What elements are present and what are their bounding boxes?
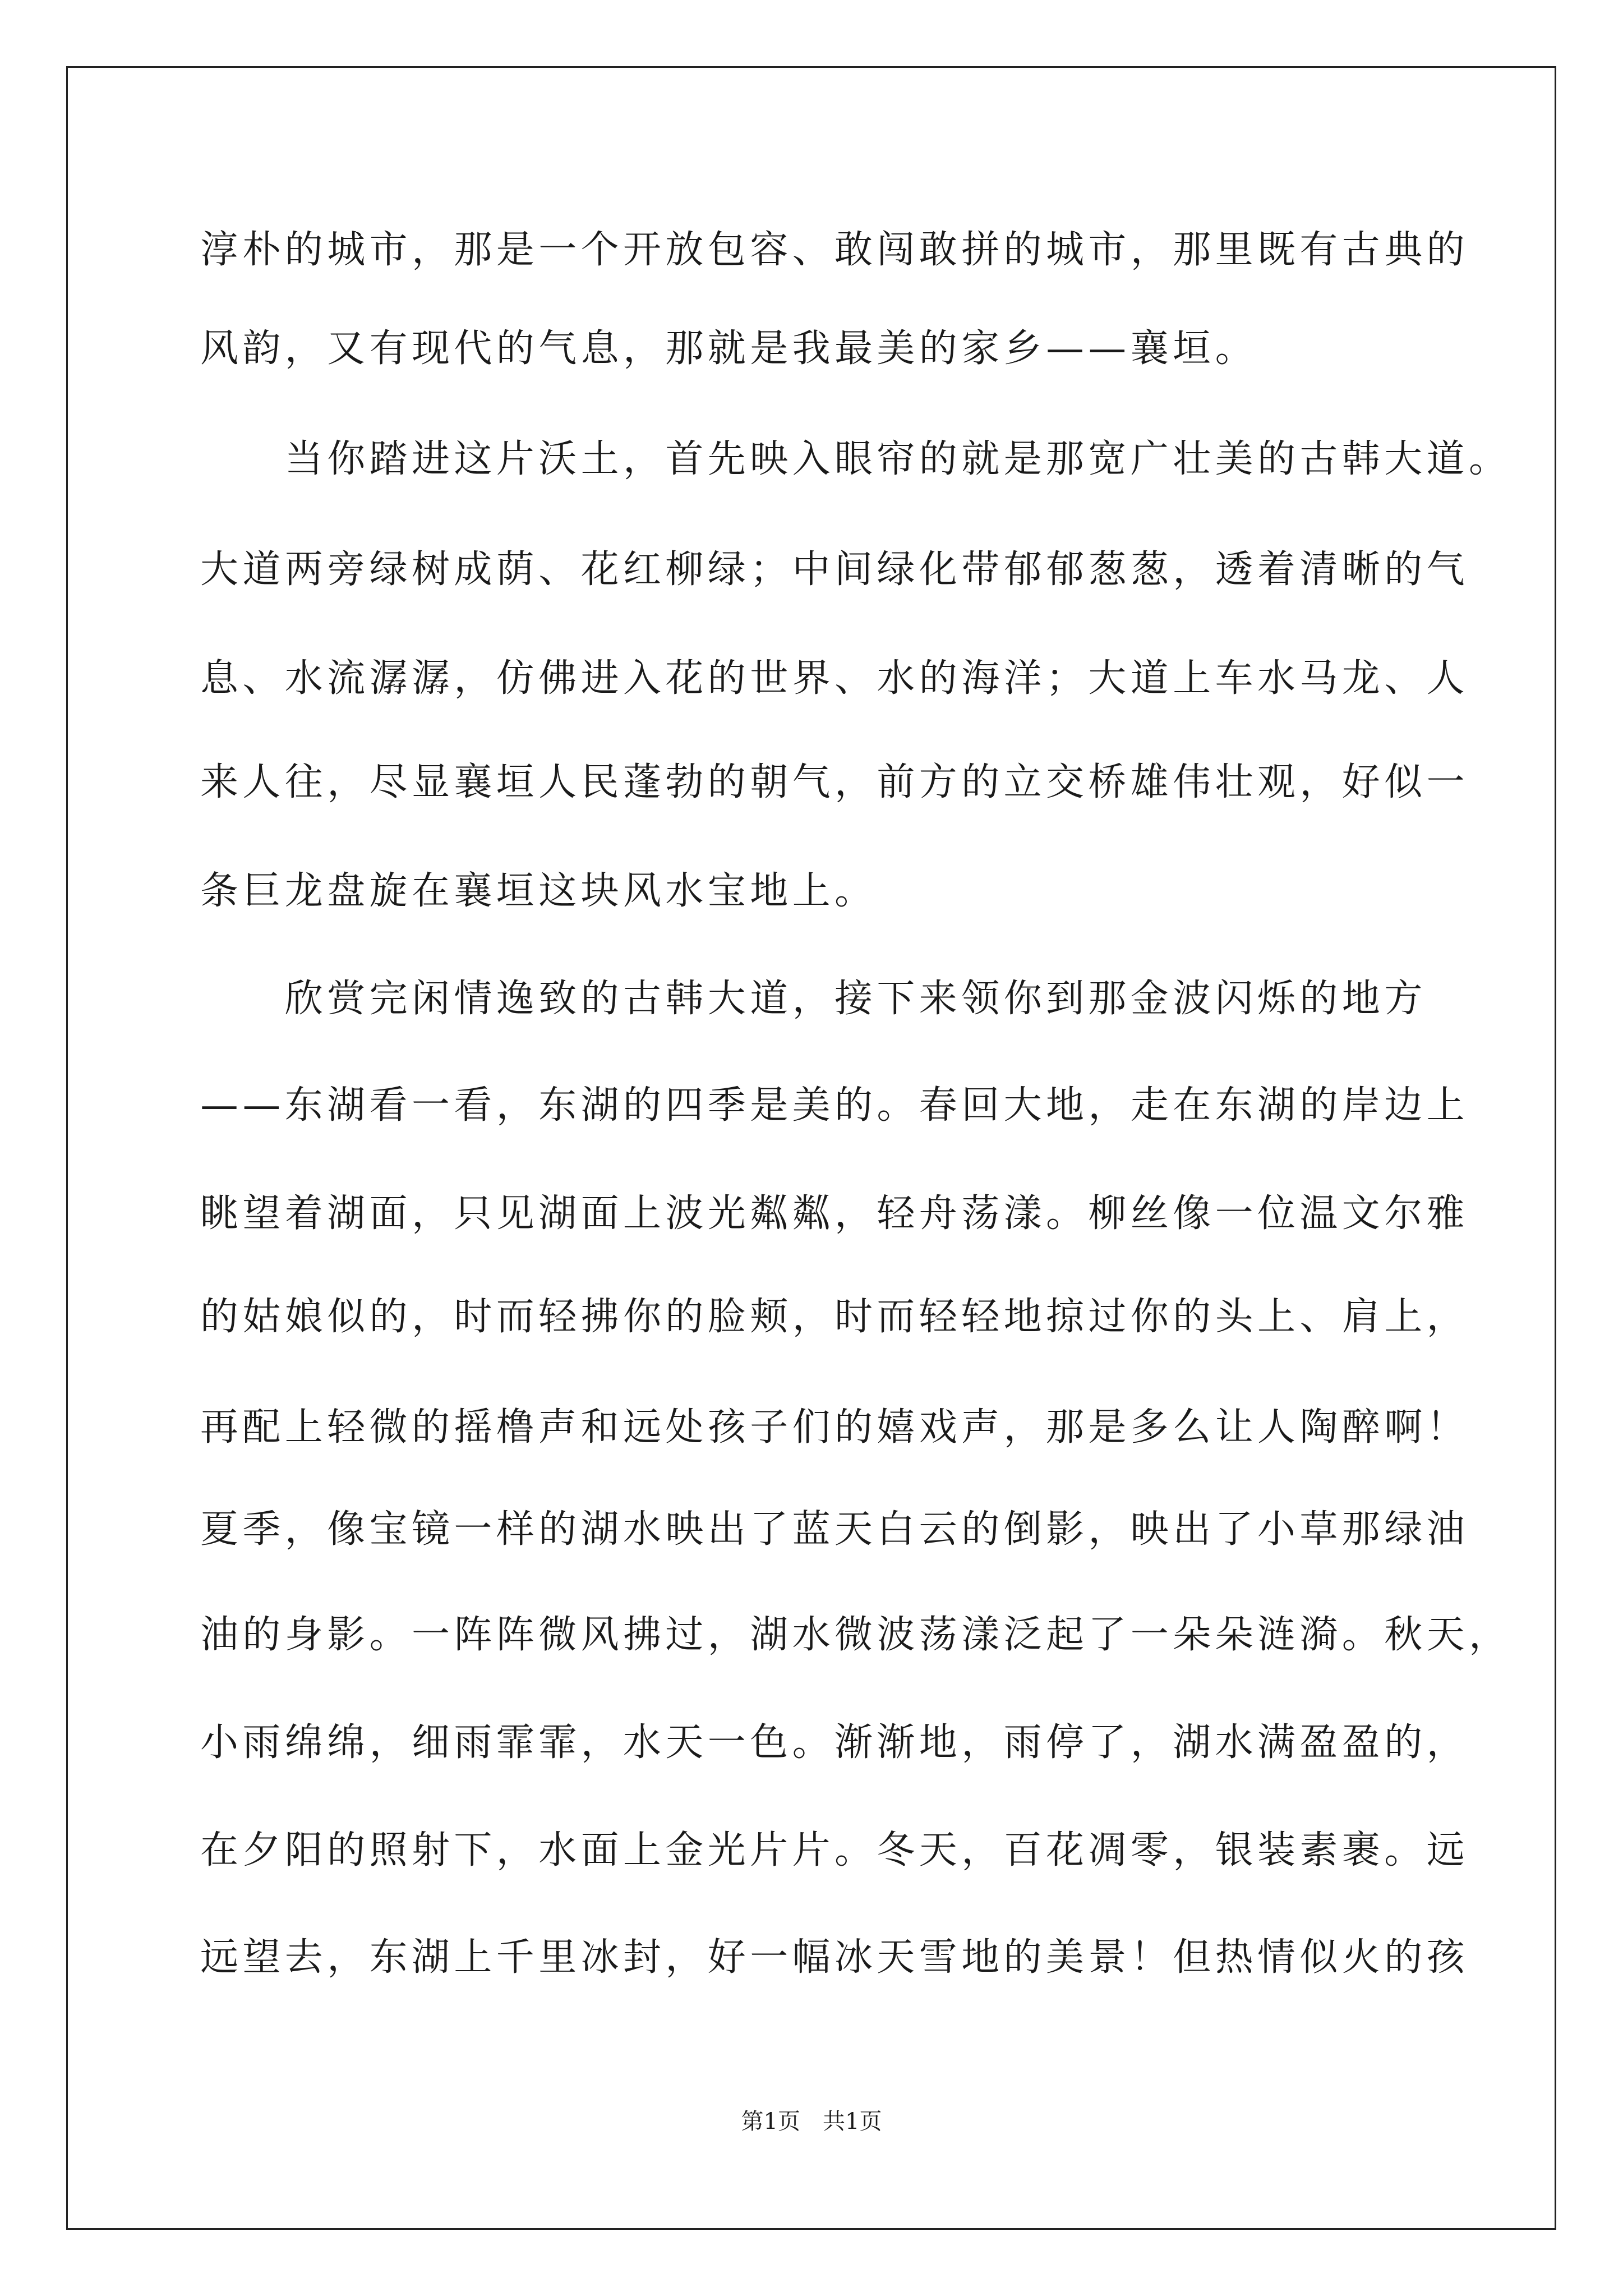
text-line: 息、水流潺潺，仿佛进入花的世界、水的海洋；大道上车水马龙、人 [200, 656, 1469, 701]
text-line: 来人往，尽显襄垣人民蓬勃的朝气，前方的立交桥雄伟壮观，好似一 [200, 760, 1469, 804]
page-number: 第1页 共1页 [741, 2109, 882, 2134]
text-line: 远望去，东湖上千里冰封，好一幅冰天雪地的美景！但热情似火的孩 [200, 1935, 1469, 1980]
text-line: 淳朴的城市，那是一个开放包容、敢闯敢拼的城市，那里既有古典的 [200, 228, 1469, 272]
text-line: 大道两旁绿树成荫、花红柳绿；中间绿化带郁郁葱葱，透着清晰的气 [200, 547, 1469, 592]
text-line: 风韵，又有现代的气息，那就是我最美的家乡——襄垣。 [200, 326, 1258, 371]
text-line: 再配上轻微的摇橹声和远处孩子们的嬉戏声，那是多么让人陶醉啊！ [200, 1405, 1469, 1450]
text-line: 小雨绵绵，细雨霏霏，水天一色。渐渐地，雨停了，湖水满盈盈的， [200, 1720, 1469, 1765]
text-line: 油的身影。一阵阵微风拂过，湖水微波荡漾泛起了一朵朵涟漪。秋天， [200, 1613, 1511, 1657]
text-line: 条巨龙盘旋在襄垣这块风水宝地上。 [200, 869, 877, 913]
text-line: 在夕阳的照射下，水面上金光片片。冬天，百花凋零，银装素裹。远 [200, 1828, 1469, 1872]
text-line: 的姑娘似的，时而轻拂你的脸颊，时而轻轻地掠过你的头上、肩上， [200, 1295, 1469, 1339]
text-line: ——东湖看一看，东湖的四季是美的。春回大地，走在东湖的岸边上 [200, 1083, 1469, 1128]
text-line: 欣赏完闲情逸致的古韩大道，接下来领你到那金波闪烁的地方 [200, 977, 1427, 1021]
text-line: 夏季，像宝镜一样的湖水映出了蓝天白云的倒影，映出了小草那绿油 [200, 1507, 1469, 1552]
text-line: 眺望着湖面，只见湖面上波光粼粼，轻舟荡漾。柳丝像一位温文尔雅 [200, 1191, 1469, 1236]
text-line: 当你踏进这片沃土，首先映入眼帘的就是那宽广壮美的古韩大道。 [200, 437, 1511, 481]
page-border [66, 66, 1556, 2230]
